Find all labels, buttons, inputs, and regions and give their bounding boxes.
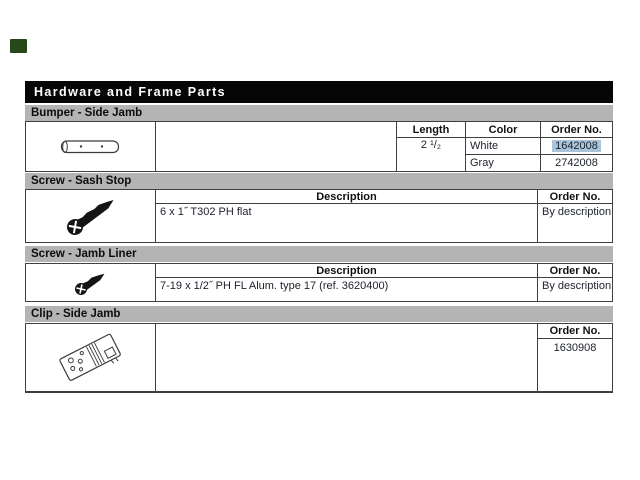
bumper-empty-cell	[156, 122, 396, 171]
section-header-screw-sash-stop: Screw - Sash Stop	[25, 173, 613, 189]
screw-icon	[59, 191, 123, 241]
color-value-white: White	[466, 138, 540, 154]
section-header-clip-side-jamb: Clip - Side Jamb	[25, 306, 613, 322]
clip-icon	[55, 329, 127, 387]
column-header-order-no: Order No.	[538, 324, 612, 338]
column-header-order-no: Order No.	[538, 190, 612, 203]
section-header-screw-jamb-liner: Screw - Jamb Liner	[25, 246, 613, 262]
order-no-value: 1630908	[538, 339, 612, 391]
screw-small-icon	[68, 267, 114, 299]
clip-empty-cell	[156, 324, 537, 391]
bumper-image-cell	[26, 122, 155, 171]
column-header-color: Color	[466, 122, 540, 137]
section-header-bumper-side-jamb: Bumper - Side Jamb	[25, 105, 613, 121]
column-header-description: Description	[156, 264, 537, 277]
bumper-table	[25, 121, 613, 172]
jamb-liner-table	[25, 263, 613, 302]
bumper-icon	[59, 137, 123, 157]
screw-image-cell	[26, 190, 155, 242]
green-mark	[10, 39, 27, 53]
sash-stop-table	[25, 189, 613, 243]
clip-image-cell	[26, 324, 155, 391]
clip-table	[25, 323, 613, 393]
order-no-highlighted[interactable]: 1642008	[552, 140, 601, 152]
description-value: 7-19 x 1/2˝ PH FL Alum. type 17 (ref. 3620400)	[156, 278, 537, 301]
column-header-order-no: Order No.	[538, 264, 612, 277]
column-header-length: Length	[397, 122, 465, 137]
order-no-value: By description	[538, 278, 612, 301]
screw-small-image-cell	[26, 264, 155, 301]
color-value-gray: Gray	[466, 155, 540, 171]
length-value: 2 ¹/₂	[397, 138, 465, 171]
order-no-value: 2742008	[541, 155, 612, 171]
column-header-order-no: Order No.	[541, 122, 612, 137]
order-no-value: By description	[538, 204, 612, 242]
column-header-description: Description	[156, 190, 537, 203]
description-value: 6 x 1˝ T302 PH flat	[156, 204, 537, 242]
order-no-cell	[541, 138, 612, 154]
page-title: Hardware and Frame Parts	[25, 81, 613, 103]
